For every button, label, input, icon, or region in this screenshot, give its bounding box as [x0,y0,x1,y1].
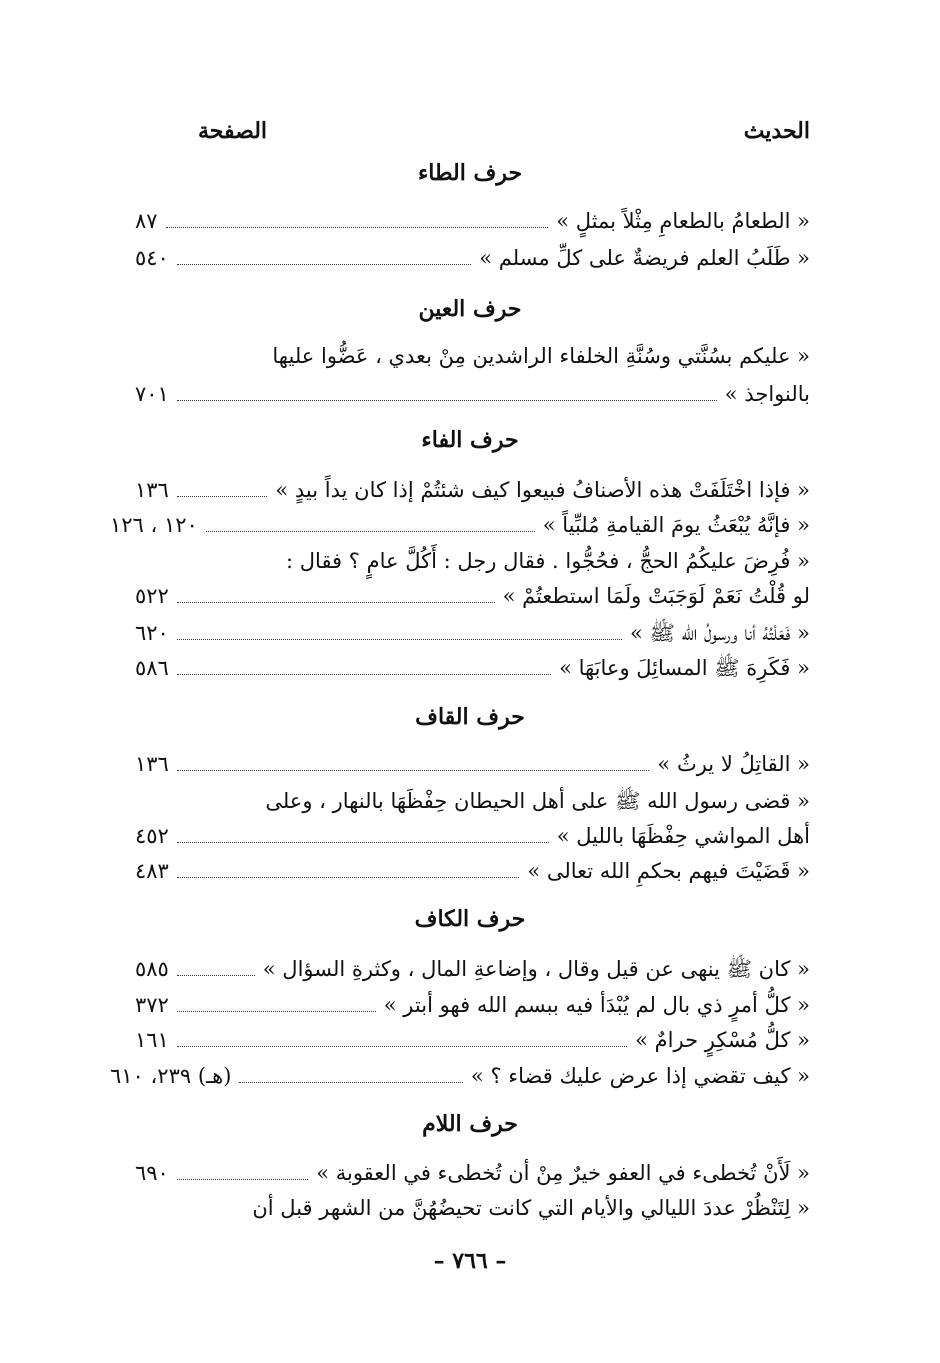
index-entry [110,507,810,543]
leader-dots [166,227,549,228]
entry-text: بالنواجذ » [724,382,810,406]
entry-text: « فَعَلْتُهُ أنا ورسولُ الله ﷺ » [630,621,810,645]
entry-text: « قَضَيْتَ فيهم بحكمِ الله تعالى » [527,859,810,883]
section-title-qaf: حرف القاف [415,704,525,730]
leader-dots [206,531,535,532]
column-header-page: الصفحة [198,118,268,144]
entry-page: ٦٩٠ [135,1161,169,1185]
index-entry [135,987,810,1023]
entry-page: ٣٧٢ [135,993,169,1017]
leader-dots [177,770,650,771]
entry-text: لو قُلْتُ نَعَمْ لَوَجَبَتْ ولَمَا استطعتُمْ » [502,584,810,608]
entry-page: ٥٨٥ [135,957,169,981]
leader-dots [177,975,255,976]
section-title-ain: حرف العين [418,296,522,322]
entry-text: « فَكَرِهَ ﷺ المسائِلَ وعابَهَا » [559,656,810,680]
page-number: – ٧٦٦ – [433,1248,507,1274]
entry-text: « الطعامُ بالطعامِ مِثْلاً بمثلٍ » [556,209,810,233]
index-entry [135,1022,810,1058]
entry-line-continued [135,1190,810,1226]
index-entry [135,650,810,686]
entry-page: ١٣٦ [135,478,169,502]
entry-line-continued [135,783,810,819]
index-entry [135,951,810,987]
entry-text: « كيف تقضي إذا عرض عليك قضاء ؟ » [470,1064,810,1088]
section-title-lam: حرف اللام [422,1111,518,1137]
index-entry [135,203,810,239]
leader-dots [239,1082,462,1083]
entry-text: « كلُّ أمرٍ ذي بال لم يُبْدَأ فيه ببسم الله فهو أبتر » [383,993,810,1017]
index-entry [135,818,810,854]
index-entry [110,1058,810,1094]
section-title-fa: حرف الفاء [421,427,519,453]
entry-line-continued [135,543,810,579]
index-entry [135,578,810,614]
leader-dots [177,496,268,497]
entry-page: ٥٢٢ [135,584,169,608]
leader-dots [177,1179,308,1180]
entry-text: « القاتِلُ لا يرثُ » [657,752,810,776]
section-title-ta: حرف الطاء [417,160,523,186]
entry-page: ٥٤٠ [135,246,169,270]
entry-page: ٦٢٠ [135,621,169,645]
leader-dots [177,842,549,843]
entry-page: ١٦١ [135,1028,169,1052]
section-title-kaf: حرف الكاف [414,906,526,932]
entry-page: ٧٠١ [135,382,169,406]
entry-page: ١٢٠ ، ١٢٦ [110,513,198,537]
index-entry [135,853,810,889]
index-entry [135,746,810,782]
leader-dots [177,674,551,675]
entry-page: ١٣٦ [135,752,169,776]
leader-dots [177,602,495,603]
leader-dots [177,264,471,265]
index-entry [135,376,810,412]
index-entry [135,1155,810,1191]
leader-dots [177,639,622,640]
entry-text: « فإنَّهُ يُبْعَثُ يومَ القيامةِ مُلبِّياً » [542,513,810,537]
entry-page: ٤٨٣ [135,859,169,883]
index-entry [135,472,810,508]
entry-line-continued [135,338,810,374]
entry-text: « فإذا اخْتَلَفَتْ هذه الأصنافُ فبيعوا كيف شئتُمْ إذا كان يداً بيدٍ » [275,478,810,502]
entry-text-first-line: « عليكم بسُنَّتي وسُنَّةِ الخلفاء الراشدين مِنْ بعدي ، عَضُّوا عليها [272,344,810,368]
leader-dots [177,877,519,878]
entry-page: ٥٨٦ [135,656,169,680]
entry-text: « كلُّ مُسْكِرٍ حرامٌ » [635,1028,810,1052]
entry-text-first-line: « قضى رسول الله ﷺ على أهل الحيطان حِفْظَهَا بالنهار ، وعلى [265,789,810,813]
entry-text: « كان ﷺ ينهى عن قيل وقال ، وإضاعةِ المال ، وكثرةِ السؤال » [262,957,810,981]
entry-text: أهل المواشي حِفْظَهَا بالليل » [556,824,810,848]
entry-text-first-line: « فُرِضَ عليكُمُ الحجُّ ، فحُجُّوا . فقال رجل : أَكُلَّ عامٍ ؟ فقال : [286,549,810,573]
index-entry [135,240,810,276]
entry-page: (هـ) ٢٣٩، ٦١٠ [110,1064,232,1088]
column-header-hadith: الحديث [743,118,810,144]
entry-text: « طَلَبُ العلم فريضةٌ على كلِّ مسلم » [479,246,810,270]
entry-text: « لَأَنْ تُخطىء في العفو خيرٌ مِنْ أن تُخطىء في العقوبة » [316,1161,810,1185]
entry-page: ٨٧ [135,209,158,233]
index-entry [135,615,810,651]
leader-dots [177,1011,376,1012]
leader-dots [177,400,717,401]
leader-dots [177,1046,627,1047]
entry-text-first-line: « لِتَنْظُرْ عددَ الليالي والأيام التي كانت تحيضُهُنَّ من الشهر قبل أن [252,1196,810,1220]
entry-page: ٤٥٢ [135,824,169,848]
